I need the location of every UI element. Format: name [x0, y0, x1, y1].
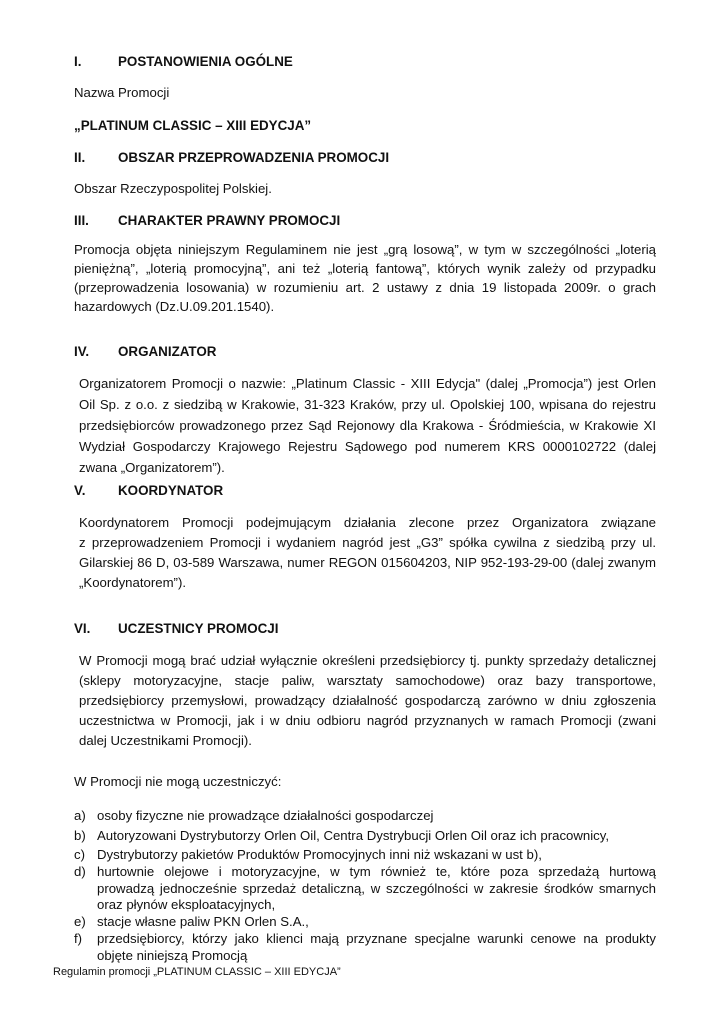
- section-heading-6: [74, 620, 674, 637]
- promo-name: „PLATINUM CLASSIC – XIII EDYCJA”: [74, 118, 312, 133]
- paragraph-line: pieniężną”, „loterią promocyjną”, ani też „loterią fantową”, których wynik zależy od przypadku: [74, 261, 656, 276]
- participants-paragraph: [79, 651, 656, 751]
- legal-paragraph: [74, 240, 656, 316]
- section-heading-4: [74, 343, 674, 360]
- list-marker: d): [74, 864, 86, 879]
- section-heading-1: [74, 53, 674, 70]
- section-number: II.: [74, 150, 86, 165]
- excluded-list: [74, 808, 656, 965]
- list-marker: c): [74, 847, 85, 862]
- paragraph-line: Koordynatorem Promocji podejmującym działania zlecone przez Organizatora związane: [79, 515, 656, 530]
- list-item-text: stacje własne paliw PKN Orlen S.A.,: [97, 914, 309, 929]
- paragraph-line: dalej Uczestnikami Promocji).: [79, 733, 252, 748]
- list-item-text: Autoryzowani Dystrybutorzy Orlen Oil, Centra Dystrybucji Orlen Oil oraz ich pracownicy,: [97, 828, 610, 843]
- list-marker: b): [74, 828, 86, 843]
- section-number: V.: [74, 483, 86, 498]
- section-number: III.: [74, 213, 89, 228]
- section-title: UCZESTNICY PROMOCJI: [118, 621, 279, 636]
- paragraph-line: Gilarskiej 86 D, 03-589 Warszawa, numer REGON 015604203, NIP 952-193-29-00 (dalej zwanym: [79, 555, 656, 570]
- list-item: [74, 808, 656, 828]
- list-item-text: hurtownie olejowe i motoryzacyjne, w tym również te, które poza sprzedażą hurtową: [97, 864, 656, 879]
- list-item-text: oraz płynów eksploatacyjnych,: [97, 897, 276, 912]
- section-title: POSTANOWIENIA OGÓLNE: [118, 54, 293, 69]
- paragraph-line: „Koordynatorem”).: [79, 575, 187, 590]
- list-item-text: objęte niniejszą Promocją: [97, 947, 248, 963]
- paragraph-line: przedsiębiorcy przemysłowi, prowadzący działalność gospodarczą zarówno w dniu zgłoszenia: [79, 693, 656, 708]
- paragraph-line: uczestnictwa w Promocji, jak i w dniu odbioru nagród przyznanych w ramach Promocji (zwani: [79, 713, 656, 728]
- excluded-intro: W Promocji nie mogą uczestniczyć:: [74, 774, 282, 789]
- list-item: [74, 931, 656, 965]
- paragraph-line: przedsiębiorców prowadzonego przez Sąd Rejonowy dla Krakowa - Śródmieścia, w Krakowie XI: [79, 418, 656, 433]
- paragraph-line: (przeprowadzenia losowania) w rozumieniu art. 2 ustawy z dnia 19 listopada 2009r. o grach: [74, 280, 656, 295]
- paragraph-line: zwana „Organizatorem”).: [79, 460, 225, 475]
- list-item: [74, 864, 656, 914]
- list-item: [74, 847, 656, 864]
- area-text: Obszar Rzeczypospolitej Polskiej.: [74, 181, 272, 196]
- section-title: KOORDYNATOR: [118, 483, 224, 498]
- section-number: I.: [74, 54, 82, 69]
- section-title: CHARAKTER PRAWNY PROMOCJI: [118, 213, 341, 228]
- paragraph-line: Oil Sp. z o.o. z siedzibą w Krakowie, 31-323 Kraków, przy ul. Opolskiej 100, wpisana do rejestru: [79, 397, 656, 412]
- paragraph-line: (sklepy motoryzacyjne, stacje paliw, warsztaty samochodowe) oraz bazy transportowe,: [79, 673, 656, 688]
- paragraph-line: Organizatorem Promocji o nazwie: „Platinum Classic - XIII Edycja" (dalej „Promocja”) jest Orlen: [79, 376, 656, 391]
- list-marker: a): [74, 808, 86, 823]
- list-marker: f): [74, 931, 83, 946]
- list-item: [74, 828, 656, 847]
- section-heading-2: [74, 149, 674, 166]
- paragraph-line: W Promocji mogą brać udział wyłącznie określeni przedsiębiorcy tj. punkty sprzedaży detalicznej: [79, 653, 656, 668]
- section-title: OBSZAR PRZEPROWADZENIA PROMOCJI: [118, 150, 390, 165]
- paragraph-line: Promocja objęta niniejszym Regulaminem nie jest „grą losową”, w tym w szczególności „loterią: [74, 242, 656, 257]
- list-item-text: osoby fizyczne nie prowadzące działalności gospodarczej: [97, 808, 434, 823]
- section-title: ORGANIZATOR: [118, 344, 217, 359]
- section-heading-3: [74, 212, 674, 229]
- promo-name-label: Nazwa Promocji: [74, 85, 170, 100]
- paragraph-line: z przeprowadzeniem Promocji i wydaniem nagród jest „G3” spółka cywilna z siedzibą przy ul.: [79, 535, 656, 550]
- organizer-paragraph: [79, 373, 656, 478]
- coordinator-paragraph: [79, 513, 656, 593]
- list-marker: e): [74, 914, 86, 929]
- paragraph-line: Wydział Gospodarczy Krajowego Rejestru Sądowego pod numerem KRS 0000102722 (dalej: [79, 439, 656, 454]
- list-item-text: prowadzą jednocześnie sprzedaż detaliczną, w szczególności w zakresie środków smarnych: [97, 880, 656, 896]
- page-footer: Regulamin promocji „PLATINUM CLASSIC – XIII EDYCJA”: [53, 966, 341, 978]
- section-heading-5: [74, 482, 674, 499]
- paragraph-line: hazardowych (Dz.U.09.201.1540).: [74, 299, 275, 314]
- list-item: [74, 914, 656, 931]
- list-item-text: przedsiębiorcy, którzy jako klienci mają przyznane specjalne warunki cenowe na produkty: [97, 931, 656, 946]
- section-number: VI.: [74, 621, 91, 636]
- list-item-text: Dystrybutorzy pakietów Produktów Promocyjnych inni niż wskazani w ust b),: [97, 847, 542, 862]
- section-number: IV.: [74, 344, 90, 359]
